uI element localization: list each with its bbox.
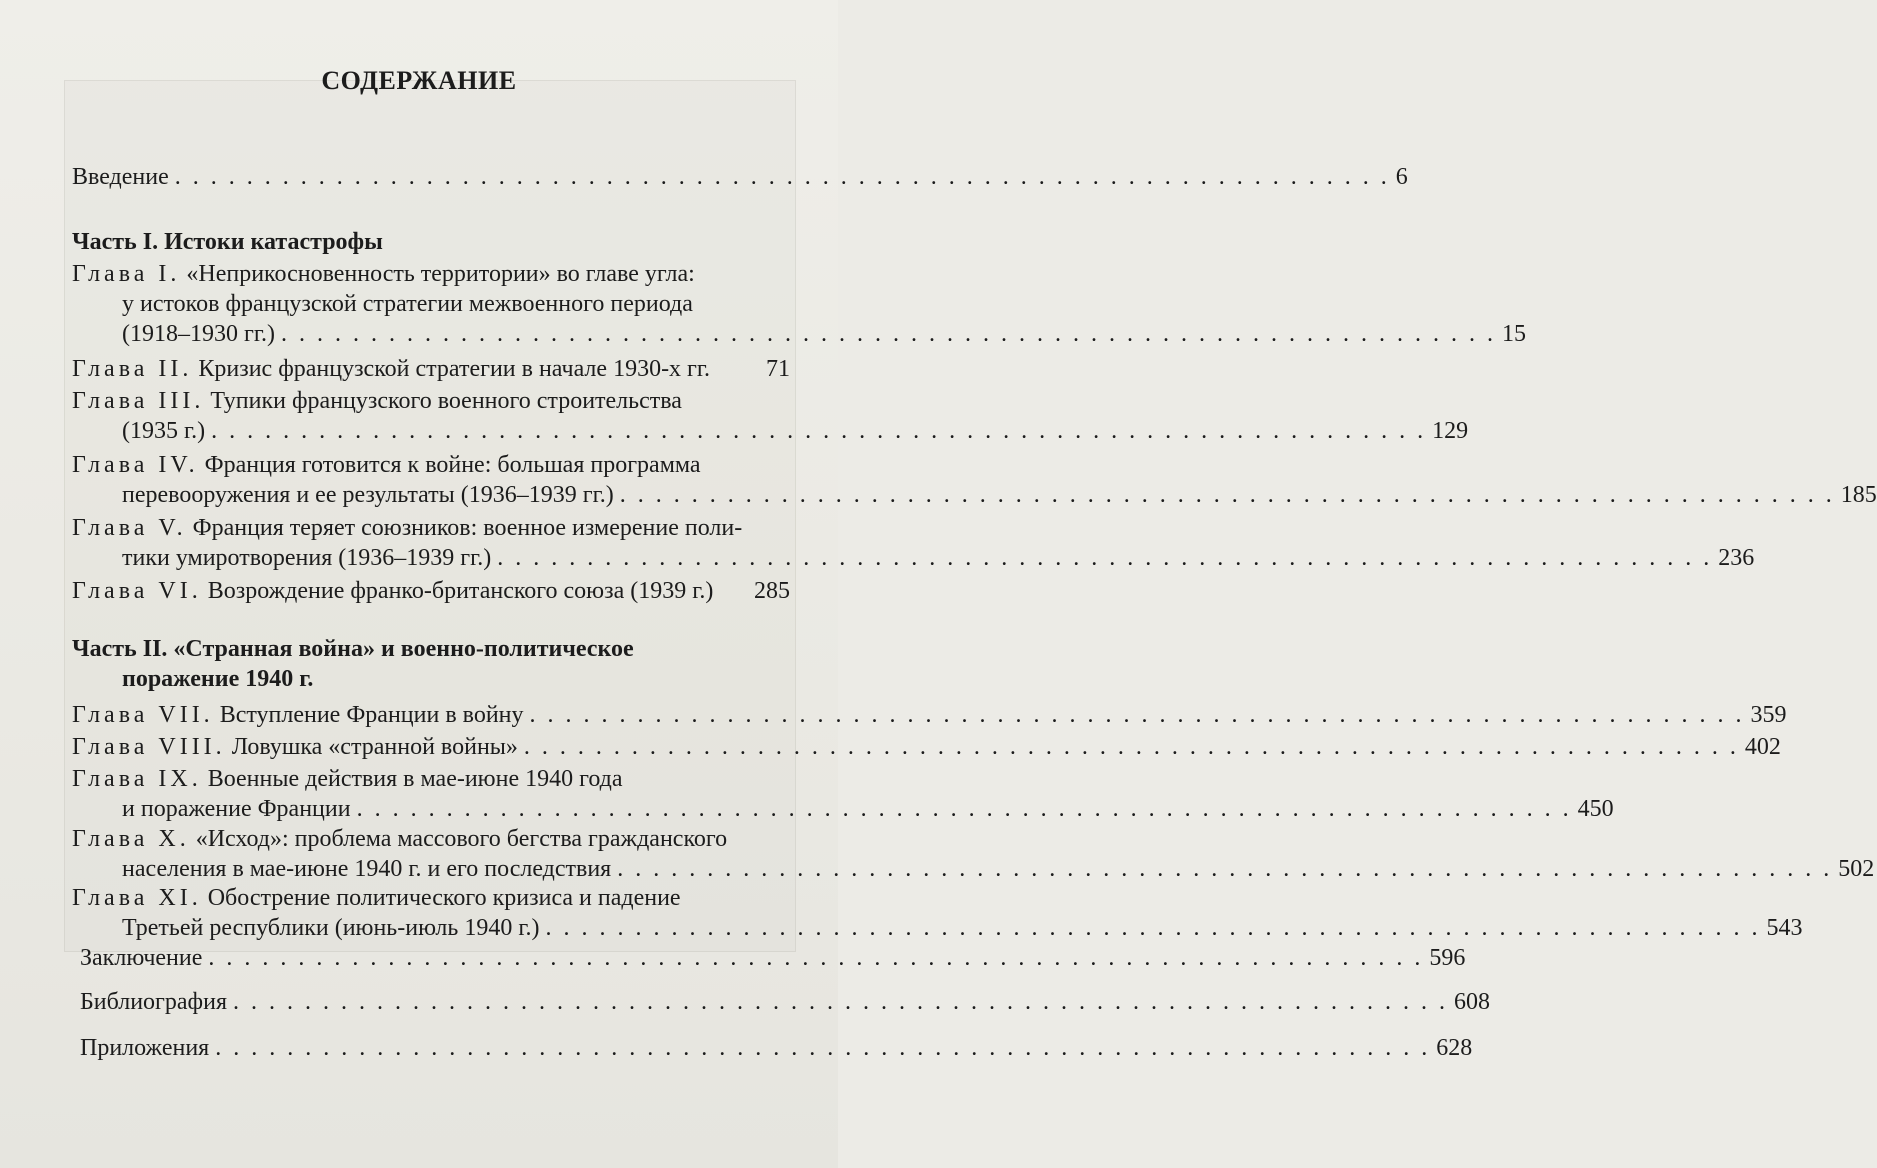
chapter-prefix: Глава III.: [72, 388, 205, 414]
toc-entry-bibliography: [80, 987, 1490, 1017]
page-number: 236: [1718, 545, 1755, 571]
page-number: 608: [1454, 989, 1490, 1015]
entry-label: Библиография: [80, 989, 227, 1015]
entry-label: Заключение: [80, 945, 203, 971]
chapter-prefix: Глава VIII.: [72, 734, 226, 760]
title-line-2: Третьей республики (июнь-июль 1940 г.): [122, 915, 540, 941]
part-heading-1: [72, 227, 790, 257]
title-line-2: перевооружения и ее результаты (1936–1939 гг.): [122, 482, 614, 508]
chapter-prefix: Глава VII.: [72, 702, 214, 728]
chapter-title: [72, 883, 681, 913]
chapter-prefix: Глава VI.: [72, 578, 202, 604]
entry-label: Приложения: [80, 1035, 210, 1061]
page-number: 129: [1432, 418, 1469, 444]
toc-entry-chapter-1: [72, 259, 1526, 349]
leader-dots: [211, 416, 1426, 446]
page-number: 6: [1395, 164, 1408, 190]
leader-dots: [530, 700, 1745, 730]
chapter-title: [72, 732, 518, 762]
chapter-title: [72, 764, 623, 794]
chapter-prefix: Глава I.: [72, 261, 181, 287]
leader-dots: [215, 1033, 1430, 1063]
title-line-2: у истоков французской стратегии межвоенного периода: [122, 291, 693, 317]
chapter-title: [72, 354, 710, 384]
leader-dots: [357, 794, 1572, 824]
chapter-title: [72, 450, 701, 480]
leader-dots: [281, 319, 1496, 349]
part-title-line-1: Часть II. «Странная война» и военно-политическое: [72, 636, 634, 662]
title-line-2: и поражение Франции: [122, 796, 351, 822]
leader-dots: [545, 913, 1760, 943]
page-number: 628: [1436, 1035, 1473, 1061]
toc-entry-chapter-2: [72, 354, 790, 384]
toc-entry-chapter-10: [72, 824, 1875, 884]
chapter-title: [72, 259, 695, 289]
page-number: 596: [1429, 945, 1466, 971]
title-line-1: Кризис французской стратегии в начале 1930-х гг.: [198, 356, 711, 382]
title-line-1: «Неприкосновенность территории» во главе угла:: [186, 261, 695, 287]
part-heading-2: [72, 634, 790, 694]
page-number: 71: [766, 356, 790, 382]
leader-dots: [497, 543, 1712, 573]
toc-entry-chapter-6: [72, 576, 790, 606]
title-line-3: (1918–1930 гг.): [122, 321, 275, 347]
part-title-line-2: поражение 1940 г.: [122, 666, 314, 692]
chapter-title: [72, 386, 682, 416]
page-number: 359: [1750, 702, 1787, 728]
page-number: 450: [1577, 796, 1614, 822]
leader-dots: [620, 480, 1835, 510]
page-number: 402: [1744, 734, 1781, 760]
title-line-1: Вступление Франции в войну: [219, 702, 524, 728]
title-line-1: Ловушка «странной войны»: [231, 734, 518, 760]
toc-entry-chapter-5: [72, 513, 1755, 573]
title-line-1: Франция готовится к войне: большая программа: [204, 452, 701, 478]
toc-entry-appendix: [80, 1033, 1473, 1063]
part-title: Часть I. Истоки катастрофы: [72, 229, 383, 255]
leader-dots: [617, 854, 1832, 884]
toc-entry-chapter-4: [72, 450, 1877, 510]
page-number: 543: [1766, 915, 1803, 941]
toc-entry-chapter-9: [72, 764, 1614, 824]
chapter-prefix: Глава V.: [72, 515, 187, 541]
toc-entry-introduction: [72, 162, 1408, 192]
toc-entry-chapter-8: [72, 732, 1781, 762]
title-line-2: тики умиротворения (1936–1939 гг.): [122, 545, 492, 571]
chapter-prefix: Глава IX.: [72, 766, 202, 792]
title-line-1: Франция теряет союзников: военное измерение поли-: [192, 515, 743, 541]
leader-dots: [233, 987, 1448, 1017]
chapter-prefix: Глава XI.: [72, 885, 202, 911]
title-line-1: Обострение политического кризиса и падение: [207, 885, 681, 911]
chapter-title: [72, 576, 713, 606]
chapter-title: [72, 824, 727, 854]
chapter-prefix: Глава X.: [72, 826, 190, 852]
page-number: 502: [1838, 856, 1875, 882]
title-line-1: «Исход»: проблема массового бегства гражданского: [195, 826, 728, 852]
toc-entry-chapter-3: [72, 386, 1469, 446]
chapter-title: [72, 513, 742, 543]
page-title: СОДЕРЖАНИЕ: [321, 66, 517, 95]
title-line-1: Тупики французского военного строительства: [210, 388, 682, 414]
leader-dots: [208, 943, 1423, 973]
leader-dots: [524, 732, 1739, 762]
toc-entry-conclusion: [80, 943, 1466, 973]
toc-entry-chapter-7: [72, 700, 1787, 730]
title-line-2: (1935 г.): [122, 418, 206, 444]
page-number: 185: [1840, 482, 1877, 508]
title-line-1: Возрождение франко-британского союза (1939 г.): [207, 578, 714, 604]
entry-label: Введение: [72, 164, 169, 190]
chapter-title: [72, 700, 524, 730]
leader-dots: [175, 162, 1390, 192]
page-number: 285: [754, 578, 790, 604]
chapter-prefix: Глава II.: [72, 356, 193, 382]
page-number: 15: [1501, 321, 1526, 347]
toc-entry-chapter-11: [72, 883, 1803, 943]
title-line-2: населения в мае-июне 1940 г. и его последствия: [122, 856, 612, 882]
chapter-prefix: Глава IV.: [72, 452, 199, 478]
title-line-1: Военные действия в мае-июне 1940 года: [207, 766, 623, 792]
